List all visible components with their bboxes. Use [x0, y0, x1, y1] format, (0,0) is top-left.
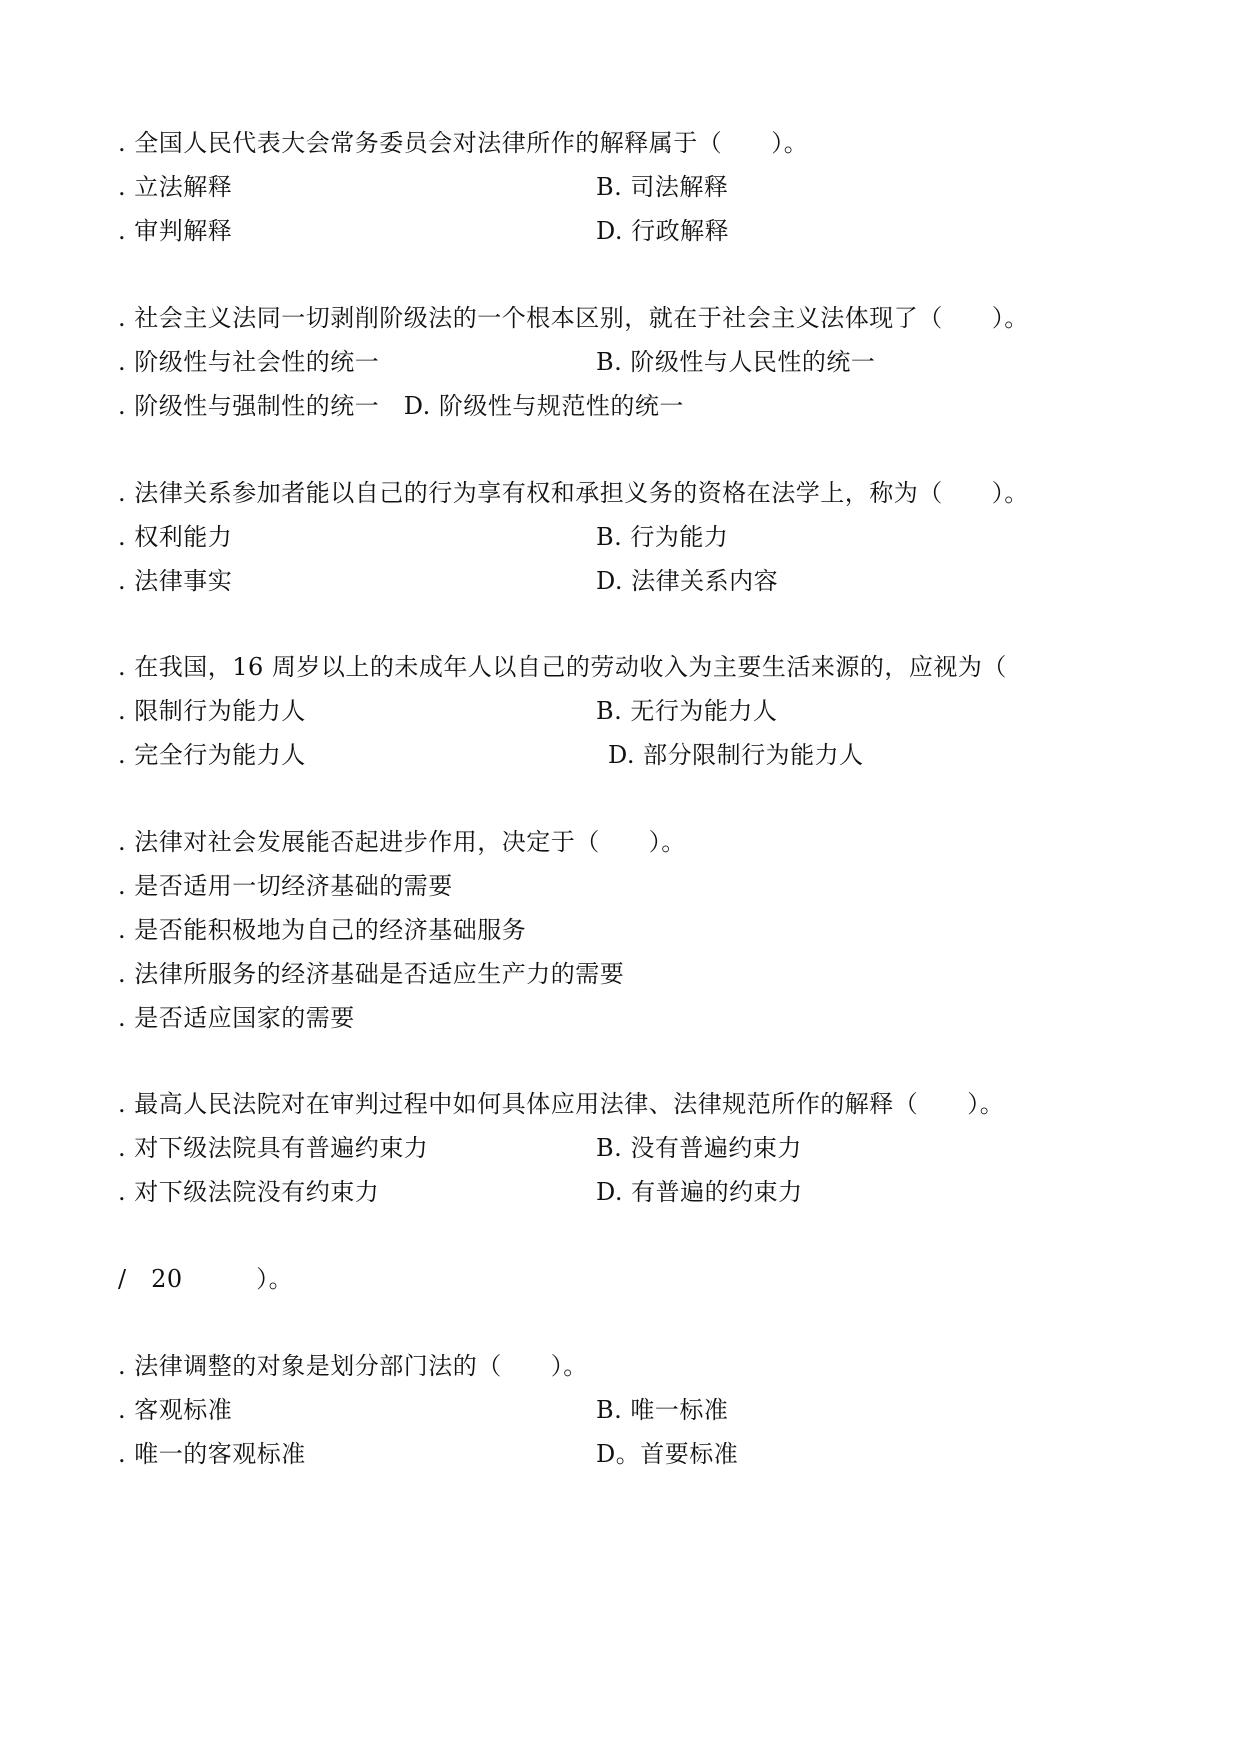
question-2-option-c-d: . 阶级性与强制性的统一 D. 阶级性与规范性的统一 — [118, 392, 684, 420]
question-3-option-b: B. 行为能力 — [596, 523, 729, 551]
question-2-option-b: B. 阶级性与人民性的统一 — [596, 348, 876, 376]
question-4-stem: . 在我国，16 周岁以上的未成年人以自己的劳动收入为主要生活来源的，应视为（ — [118, 653, 1007, 681]
question-1-option-c: . 审判解释 — [118, 217, 233, 245]
question-5-stem: . 法律对社会发展能否起进步作用，决定于（ ）。 — [118, 828, 686, 856]
page-fragment-line: / 20 ）。 — [118, 1265, 294, 1293]
question-6-option-a: . 对下级法院具有普遍约束力 — [118, 1134, 429, 1162]
question-7-option-b: B. 唯一标准 — [596, 1396, 729, 1424]
question-1-stem: . 全国人民代表大会常务委员会对法律所作的解释属于（ ）。 — [118, 129, 809, 157]
question-7-option-d: D。首要标准 — [596, 1440, 739, 1468]
question-4-option-a: . 限制行为能力人 — [118, 697, 306, 725]
question-5-option-c: . 法律所服务的经济基础是否适应生产力的需要 — [118, 960, 625, 988]
question-4-option-b: B. 无行为能力人 — [596, 697, 778, 725]
question-1-option-a: . 立法解释 — [118, 173, 233, 201]
question-3-option-c: . 法律事实 — [118, 567, 233, 595]
question-1-option-b: B. 司法解释 — [596, 173, 729, 201]
question-3-option-a: . 权利能力 — [118, 523, 233, 551]
question-5-option-d: . 是否适应国家的需要 — [118, 1004, 355, 1032]
question-4-option-d: D. 部分限制行为能力人 — [608, 741, 864, 769]
question-7-stem: . 法律调整的对象是划分部门法的（ ）。 — [118, 1352, 588, 1380]
question-4-option-c: . 完全行为能力人 — [118, 741, 306, 769]
question-5-option-b: . 是否能积极地为自己的经济基础服务 — [118, 916, 527, 944]
question-7-option-a: . 客观标准 — [118, 1396, 233, 1424]
question-2-option-a: . 阶级性与社会性的统一 — [118, 348, 380, 376]
question-6-option-b: B. 没有普遍约束力 — [596, 1134, 802, 1162]
question-3-option-d: D. 法律关系内容 — [596, 567, 779, 595]
question-2-stem: . 社会主义法同一切剥削阶级法的一个根本区别，就在于社会主义法体现了（ ）。 — [118, 304, 1029, 332]
question-1-option-d: D. 行政解释 — [596, 217, 730, 245]
question-7-option-c: . 唯一的客观标准 — [118, 1440, 306, 1468]
question-3-stem: . 法律关系参加者能以自己的行为享有权和承担义务的资格在法学上，称为（ ）。 — [118, 479, 1029, 507]
question-6-stem: . 最高人民法院对在审判过程中如何具体应用法律、法律规范所作的解释（ ）。 — [118, 1090, 1005, 1118]
question-5-option-a: . 是否适用一切经济基础的需要 — [118, 872, 453, 900]
question-6-option-d: D. 有普遍的约束力 — [596, 1178, 803, 1206]
question-6-option-c: . 对下级法院没有约束力 — [118, 1178, 380, 1206]
